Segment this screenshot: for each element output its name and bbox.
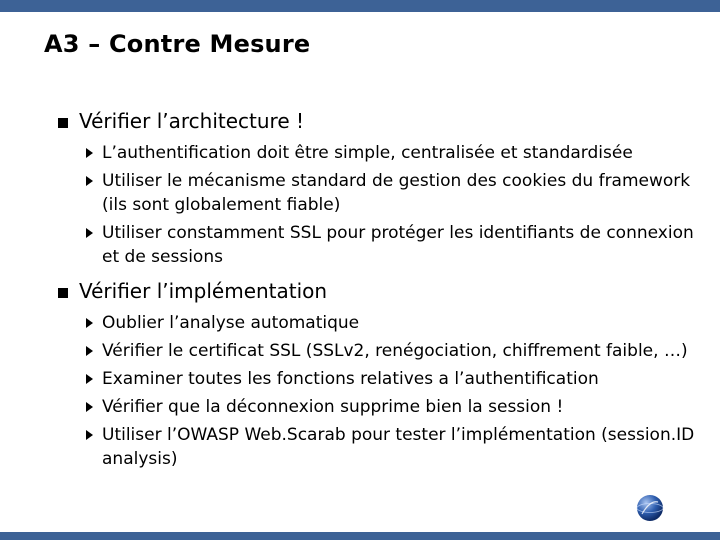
globe-logo-icon xyxy=(636,494,664,522)
implementation-list xyxy=(86,311,698,471)
list-item-text: Vérifier que la déconnexion supprime bien la session ! xyxy=(102,397,564,417)
slide-title: A3 – Contre Mesure xyxy=(44,30,311,58)
list-item-text: Utiliser le mécanisme standard de gestion des cookies du framework (ils sont globalement fiable) xyxy=(102,171,691,215)
list-item-text: L’authentification doit être simple, centralisée et standardisée xyxy=(102,143,633,163)
list-item xyxy=(86,221,698,269)
list-item xyxy=(86,169,698,217)
triangle-bullet-icon xyxy=(86,374,93,384)
square-bullet-icon xyxy=(58,288,68,298)
top-accent-bar xyxy=(0,0,720,12)
list-item-text: Examiner toutes les fonctions relatives a l’authentification xyxy=(102,369,599,389)
list-item xyxy=(86,367,698,391)
list-item-text: Oublier l’analyse automatique xyxy=(102,313,360,333)
triangle-bullet-icon xyxy=(86,430,93,440)
list-item-text: Utiliser constamment SSL pour protéger les identifiants de connexion et de sessions xyxy=(102,223,694,267)
section-heading-architecture xyxy=(58,107,698,135)
section-heading-text: Vérifier l’implémentation xyxy=(79,279,328,303)
square-bullet-icon xyxy=(58,118,68,128)
list-item xyxy=(86,423,698,471)
list-item xyxy=(86,339,698,363)
list-item xyxy=(86,395,698,419)
list-item xyxy=(86,141,698,165)
triangle-bullet-icon xyxy=(86,148,93,158)
list-item-text: Vérifier le certificat SSL (SSLv2, renégociation, chiffrement faible, …) xyxy=(102,341,688,361)
architecture-list xyxy=(86,141,698,269)
triangle-bullet-icon xyxy=(86,318,93,328)
slide-content xyxy=(58,107,698,479)
triangle-bullet-icon xyxy=(86,228,93,238)
triangle-bullet-icon xyxy=(86,176,93,186)
list-item-text: Utiliser l’OWASP Web.Scarab pour tester l’implémentation (session.ID analysis) xyxy=(102,425,695,469)
triangle-bullet-icon xyxy=(86,402,93,412)
section-heading-implementation xyxy=(58,277,698,305)
triangle-bullet-icon xyxy=(86,346,93,356)
list-item xyxy=(86,311,698,335)
section-heading-text: Vérifier l’architecture ! xyxy=(79,109,304,133)
bottom-accent-bar xyxy=(0,532,720,540)
